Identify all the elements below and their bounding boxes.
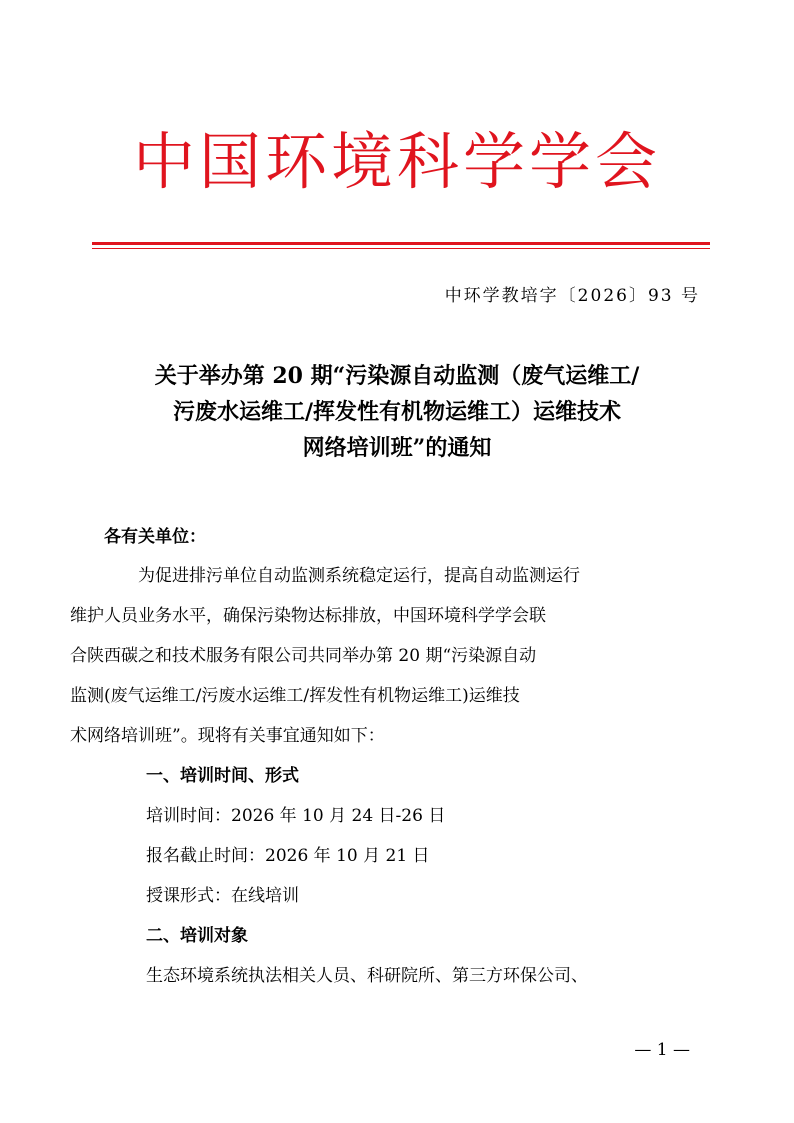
letterhead-red-rule-thin <box>92 248 710 249</box>
teaching-format: 授课形式：在线培训 <box>146 886 299 906</box>
document-number: 中环学教培字〔2026〕93 号 <box>444 286 700 306</box>
registration-deadline: 报名截止时间：2026 年 10 月 21 日 <box>146 846 430 866</box>
intro-paragraph <box>70 556 694 756</box>
title-line: 关于举办第 20 期“污染源自动监测（废气运维工/ <box>154 363 640 389</box>
intro-line: 监测(废气运维工/污废水运维工/挥发性有机物运维工)运维技 <box>70 686 520 706</box>
intro-line: 为促进排污单位自动监测系统稳定运行，提高自动监测运行 <box>138 566 580 586</box>
letterhead-red-rule-thick <box>92 242 710 245</box>
page-number: — 1 — <box>634 1040 690 1060</box>
intro-line: 术网络培训班”。现将有关事宜通知如下： <box>70 726 385 746</box>
section-heading-time-format: 一、培训时间、形式 <box>146 766 299 786</box>
title-line: 网络培训班”的通知 <box>302 435 492 461</box>
section-heading-audience: 二、培训对象 <box>146 926 248 946</box>
training-time: 培训时间：2026 年 10 月 24 日-26 日 <box>146 806 446 826</box>
letterhead-org-name: 中国环境科学学会 <box>132 125 661 198</box>
title-line: 污废水运维工/挥发性有机物运维工）运维技术 <box>172 399 622 425</box>
document-body <box>70 518 694 996</box>
audience-text: 生态环境系统执法相关人员、科研院所、第三方环保公司、 <box>146 966 588 986</box>
salutation: 各有关单位： <box>104 527 206 547</box>
intro-line: 合陕西碳之和技术服务有限公司共同举办第 20 期“污染源自动 <box>70 646 537 666</box>
document-title <box>92 358 702 466</box>
intro-line: 维护人员业务水平，确保污染物达标排放，中国环境科学学会联 <box>70 606 546 626</box>
